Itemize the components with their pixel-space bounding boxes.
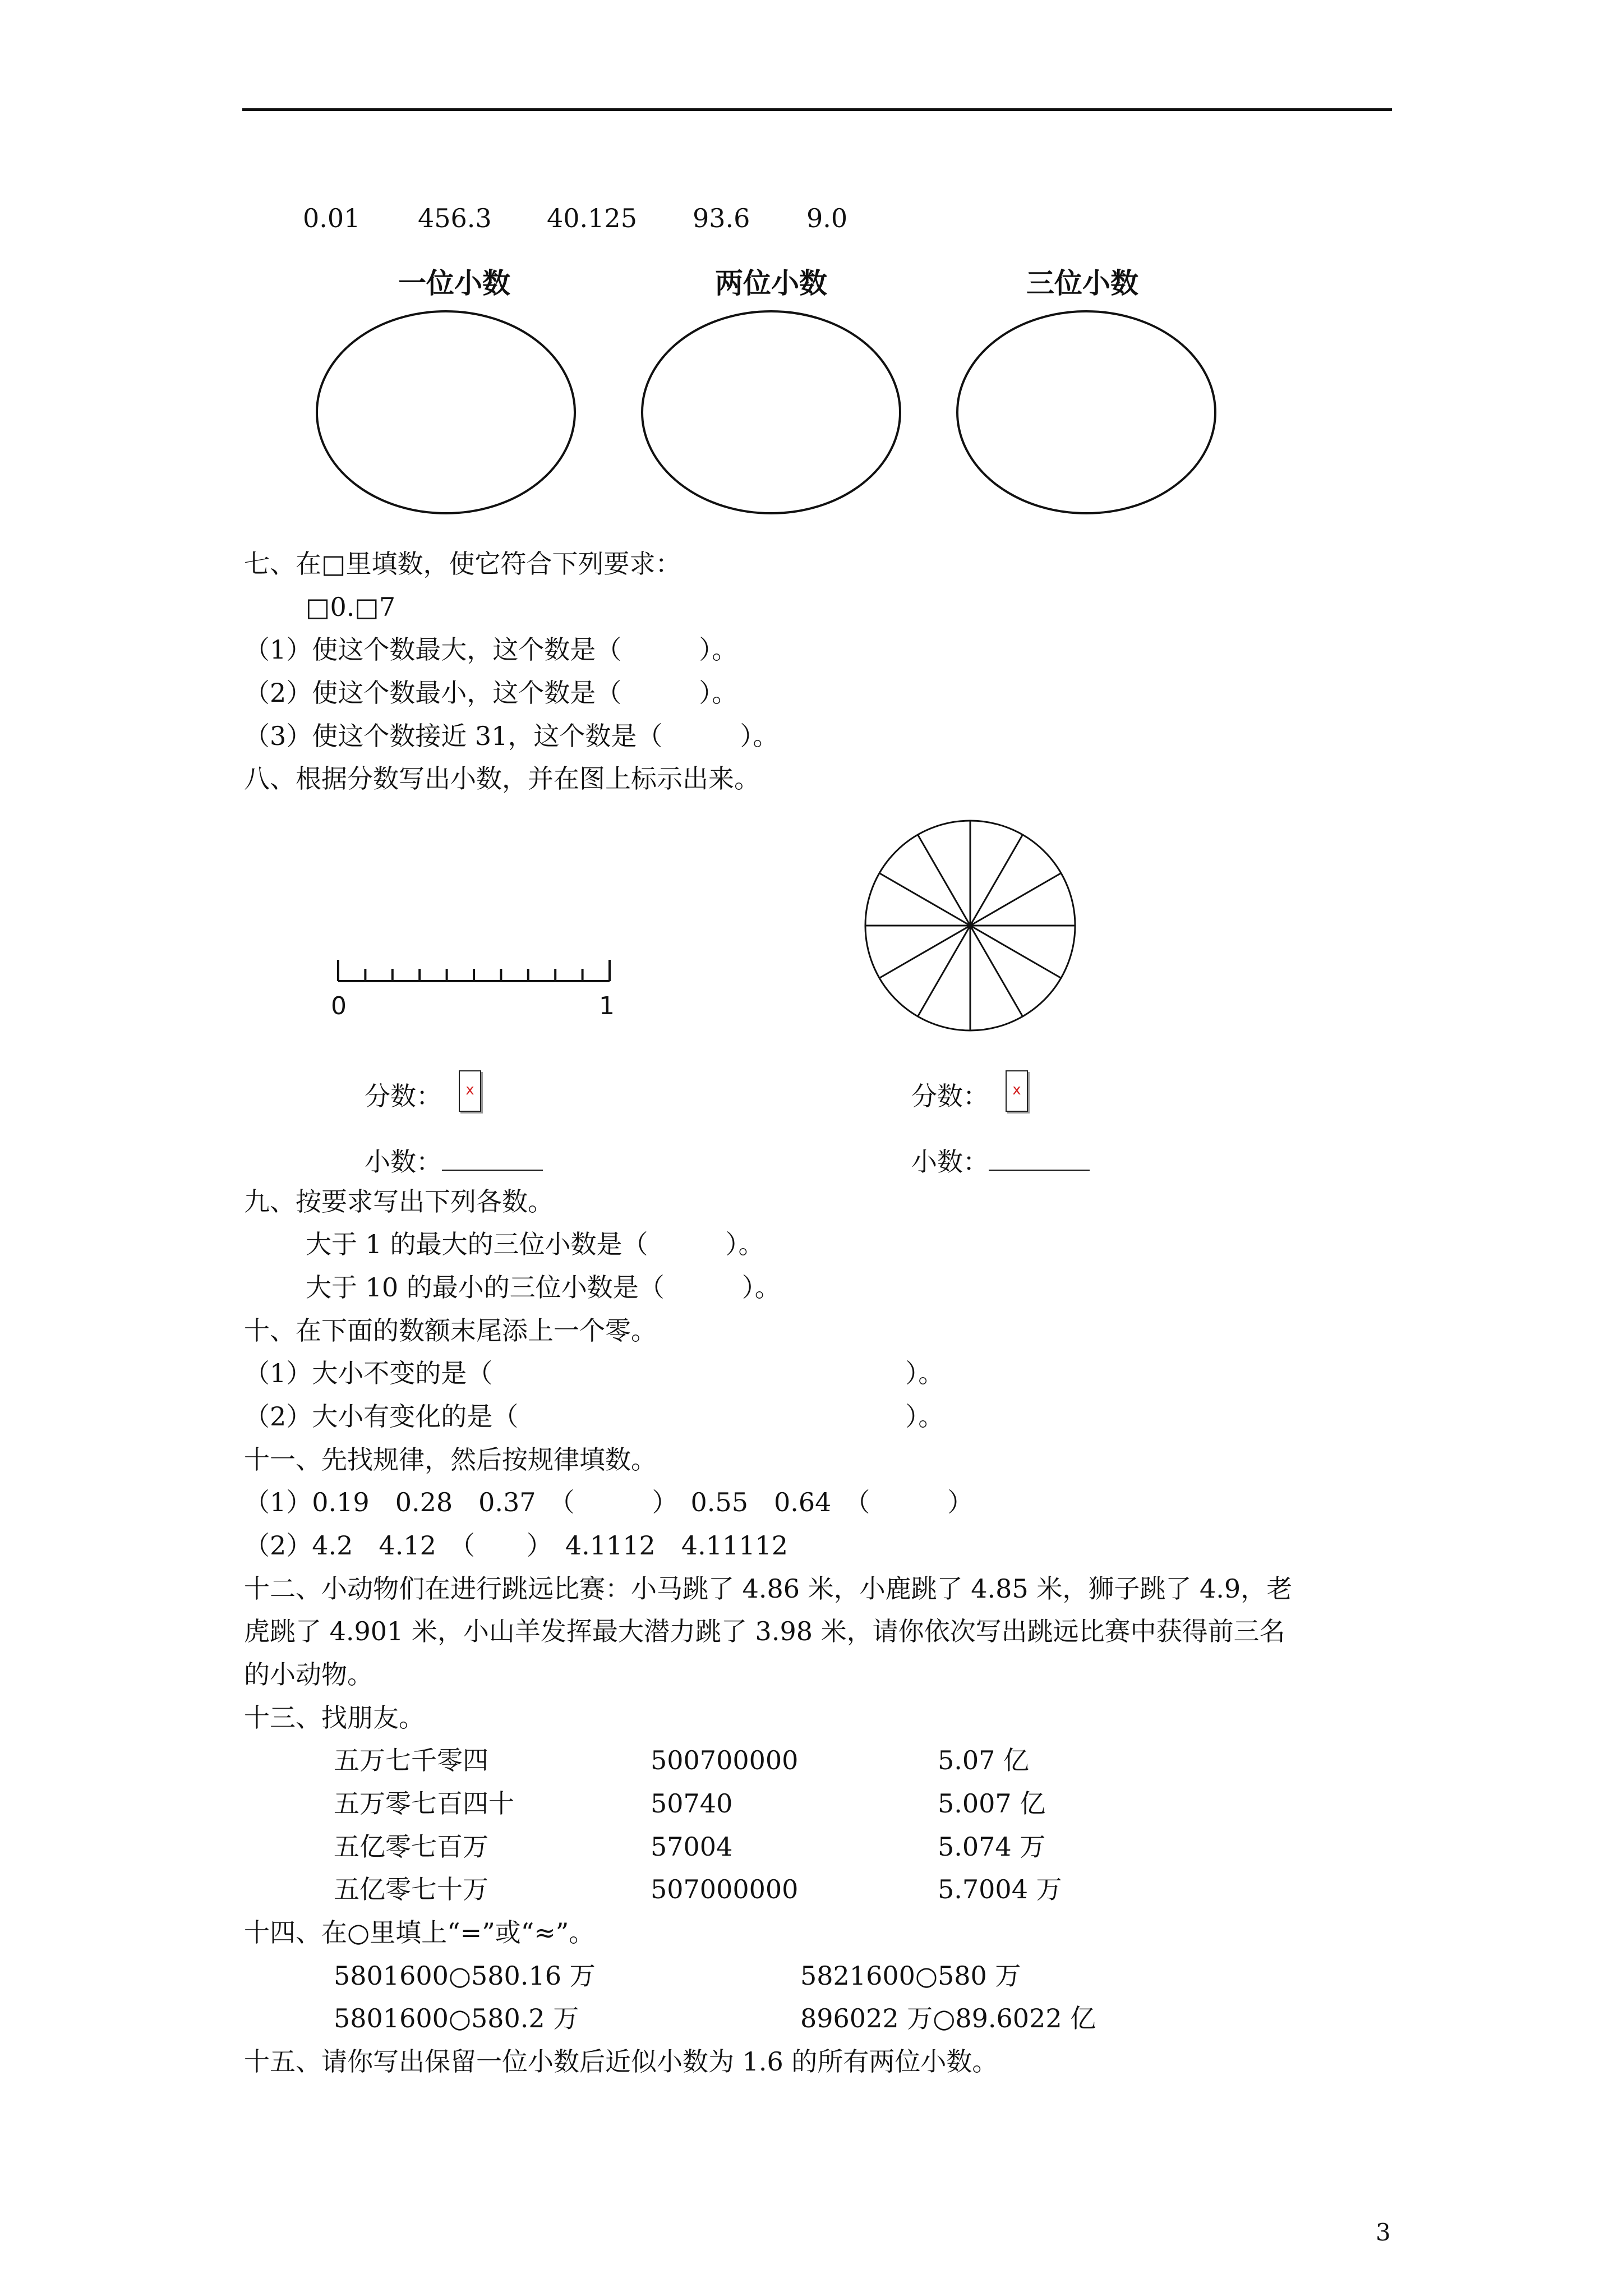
number-item: 40.125 [547, 203, 637, 233]
circle-sector-line [918, 835, 971, 926]
decimal-label-left [365, 1142, 543, 1179]
q13-cell: 五亿零七百万 [334, 1832, 488, 1862]
circle-sector-line [970, 926, 1061, 978]
decimal-label-right [911, 1142, 1090, 1179]
q14-cell: 5801600○580.16 万 [334, 1961, 596, 1991]
q11-item-1: （1）0.19 0.28 0.37 （ ） 0.55 0.64 （ ） [244, 1487, 974, 1517]
q13-cell: 5.07 亿 [938, 1745, 1030, 1775]
q13-cell: 5.074 万 [938, 1832, 1046, 1862]
number-item: 9.0 [806, 203, 848, 233]
q10-item-2: （2）大小有变化的是（ ）。 [244, 1401, 944, 1432]
circle-sector-line [879, 873, 970, 926]
q7-expression: □0.□7 [306, 592, 396, 622]
q12-line-1: 十二、小动物们在进行跳远比赛：小马跳了 4.86 米，小鹿跳了 4.85 米，狮子跳了 4.9，老 [244, 1573, 1293, 1604]
q7-title: 七、在□里填数，使它符合下列要求： [244, 549, 681, 579]
q7-item-3: （3）使这个数接近 31，这个数是（ ）。 [244, 721, 779, 751]
number-line-ruler [334, 956, 620, 987]
ellipse-label-two-decimal: 两位小数 [715, 267, 827, 300]
q13-cell: 57004 [651, 1832, 733, 1862]
q11-title: 十一、先找规律，然后按规律填数。 [244, 1444, 657, 1475]
page-number: 3 [1376, 2219, 1391, 2246]
q7-item-1: （1）使这个数最大，这个数是（ ）。 [244, 634, 738, 665]
q12-line-3: 的小动物。 [244, 1659, 373, 1690]
broken-image-icon: x [1006, 1070, 1028, 1112]
q13-cell: 507000000 [651, 1874, 799, 1904]
q14-cell: 5801600○580.2 万 [334, 2003, 579, 2033]
q13-cell: 50740 [651, 1788, 733, 1819]
q7-item-2: （2）使这个数最小，这个数是（ ）。 [244, 678, 738, 708]
number-item: 0.01 [303, 203, 361, 233]
broken-image-icon: x [459, 1070, 481, 1112]
number-item: 93.6 [693, 203, 750, 233]
q13-cell: 五亿零七十万 [334, 1874, 488, 1904]
ruler-label-end: 1 [599, 992, 615, 1020]
circle-sector-line [879, 926, 970, 978]
q10-title: 十、在下面的数额末尾添上一个零。 [244, 1315, 657, 1346]
q14-cell: 5821600○580 万 [800, 1961, 1021, 1991]
fraction-label-left: 分数： [365, 1081, 442, 1111]
q13-cell: 5.007 亿 [938, 1788, 1046, 1819]
q13-title: 十三、找朋友。 [244, 1703, 425, 1733]
q14-title: 十四、在○里填上“=”或“≈”。 [244, 1917, 595, 1948]
answer-blank [442, 1147, 543, 1171]
ellipse-three-decimal [957, 311, 1215, 513]
circle-sector-line [970, 926, 1023, 1016]
ellipse-one-decimal [317, 311, 575, 513]
q13-cell: 5.7004 万 [938, 1874, 1062, 1904]
q13-cell: 五万零七百四十 [334, 1788, 514, 1819]
circle-sector-line [970, 873, 1061, 926]
fraction-label-right: 分数： [911, 1081, 989, 1111]
q12-line-2: 虎跳了 4.901 米，小山羊发挥最大潜力跳了 3.98 米，请你依次写出跳远比赛中获得前三名 [244, 1616, 1285, 1646]
q9-item-2: 大于 10 的最小的三位小数是（ ）。 [306, 1272, 781, 1303]
q8-title: 八、根据分数写出小数，并在图上标示出来。 [244, 763, 760, 794]
divided-circle [861, 816, 1080, 1035]
ruler-label-start: 0 [331, 992, 347, 1020]
q11-item-2: （2）4.2 4.12 （ ） 4.1112 4.11112 [244, 1530, 789, 1561]
ellipse-two-decimal [642, 311, 900, 513]
circle-sector-line [918, 926, 971, 1016]
decimal-label-text: 小数： [911, 1147, 989, 1177]
number-item: 456.3 [418, 203, 492, 233]
circle-sector-line [970, 835, 1023, 926]
ellipse-label-three-decimal: 三位小数 [1026, 267, 1138, 300]
q13-cell: 500700000 [651, 1745, 799, 1775]
q13-cell: 五万七千零四 [334, 1745, 488, 1775]
q14-cell: 896022 万○89.6022 亿 [800, 2003, 1096, 2033]
header-rule [242, 108, 1392, 111]
answer-blank [989, 1147, 1090, 1171]
decimal-ellipses [314, 303, 1223, 527]
q10-item-1: （1）大小不变的是（ ）。 [244, 1358, 944, 1388]
q9-item-1: 大于 1 的最大的三位小数是（ ）。 [306, 1229, 764, 1259]
q15-title: 十五、请你写出保留一位小数后近似小数为 1.6 的所有两位小数。 [244, 2046, 998, 2077]
q9-title: 九、按要求写出下列各数。 [244, 1186, 554, 1217]
ellipse-label-one-decimal: 一位小数 [398, 267, 510, 300]
decimal-label-text: 小数： [365, 1147, 442, 1177]
